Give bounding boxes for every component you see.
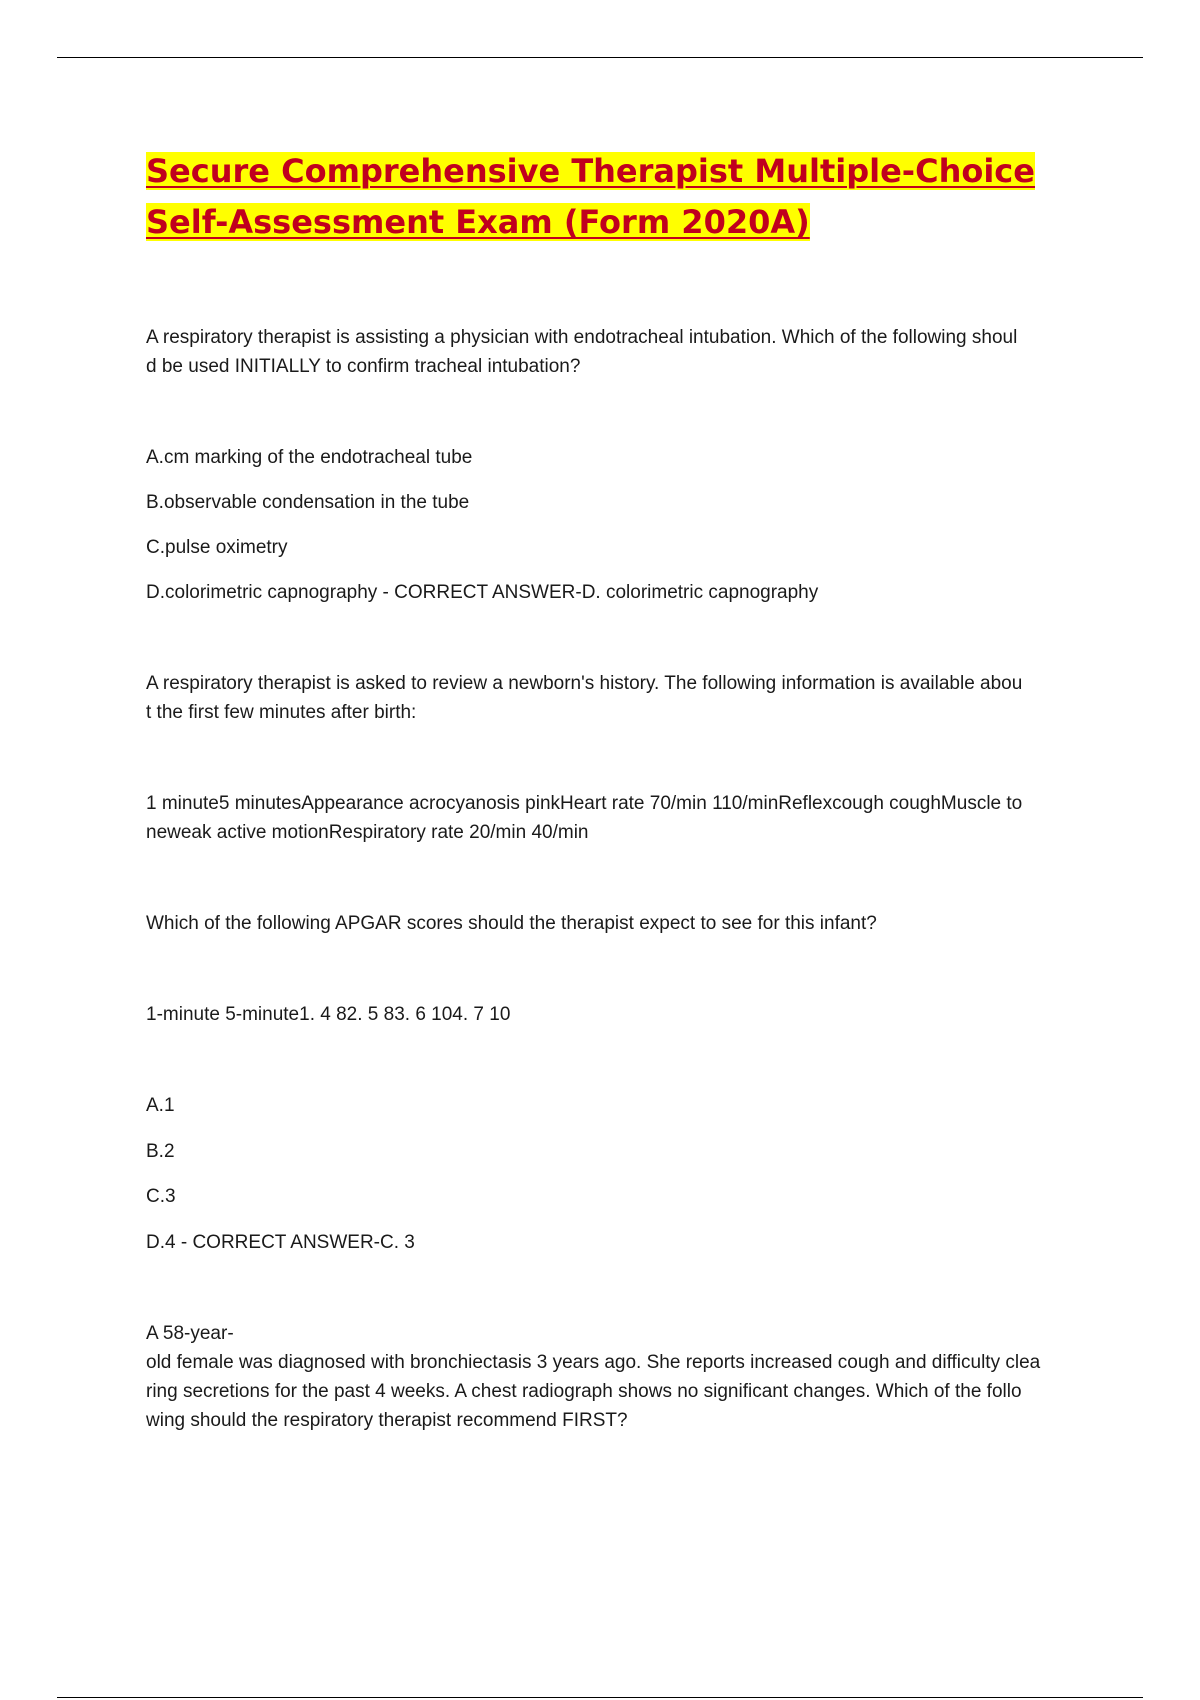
question-1-stem-line-2: d be used INITIALLY to confirm tracheal intubation? — [146, 356, 581, 377]
question-2-option-a: A.1 — [146, 1095, 175, 1116]
question-2 — [146, 669, 1096, 1257]
question-1-option-d-answer: D.colorimetric capnography - CORRECT ANSWER-D. colorimetric capnography — [146, 582, 819, 603]
question-2-option-c: C.3 — [146, 1186, 176, 1207]
question-2-scores: 1-minute 5-minute1. 4 82. 5 83. 6 104. 7 10 — [146, 1004, 511, 1025]
document-body — [146, 146, 1096, 1435]
question-2-option-b: B.2 — [146, 1141, 175, 1162]
question-3-stem-line-1: A 58-year- — [146, 1323, 234, 1344]
question-1 — [146, 323, 1096, 607]
title-line-2: Self-Assessment Exam (Form 2020A) — [146, 203, 810, 241]
question-2-table-line-1: 1 minute5 minutesAppearance acrocyanosis pinkHeart rate 70/min 110/minReflexcough coughMuscle to — [146, 793, 1023, 814]
document-title — [146, 146, 1096, 248]
question-2-stem-line-1: A respiratory therapist is asked to review a newborn's history. The following information is available abou — [146, 673, 1023, 694]
bottom-rule — [57, 1697, 1143, 1698]
question-2-prompt: Which of the following APGAR scores should the therapist expect to see for this infant? — [146, 913, 877, 934]
question-3-stem-line-3: ring secretions for the past 4 weeks. A chest radiograph shows no significant changes. Which of the follo — [146, 1381, 1022, 1402]
question-1-option-a: A.cm marking of the endotracheal tube — [146, 447, 473, 468]
question-1-option-b: B.observable condensation in the tube — [146, 492, 470, 513]
question-1-option-c: C.pulse oximetry — [146, 537, 288, 558]
question-1-stem-line-1: A respiratory therapist is assisting a physician with endotracheal intubation. Which of the following shoul — [146, 327, 1018, 348]
question-2-option-d-answer: D.4 - CORRECT ANSWER-C. 3 — [146, 1232, 415, 1253]
question-2-stem-line-2: t the first few minutes after birth: — [146, 702, 417, 723]
question-3-stem-line-4: wing should the respiratory therapist recommend FIRST? — [146, 1410, 628, 1431]
question-3 — [146, 1319, 1096, 1435]
question-2-table-line-2: neweak active motionRespiratory rate 20/min 40/min — [146, 822, 589, 843]
title-line-1: Secure Comprehensive Therapist Multiple-Choice — [146, 152, 1035, 190]
question-3-stem-line-2: old female was diagnosed with bronchiectasis 3 years ago. She reports increased cough and difficulty clea — [146, 1352, 1041, 1373]
top-rule — [57, 57, 1143, 58]
